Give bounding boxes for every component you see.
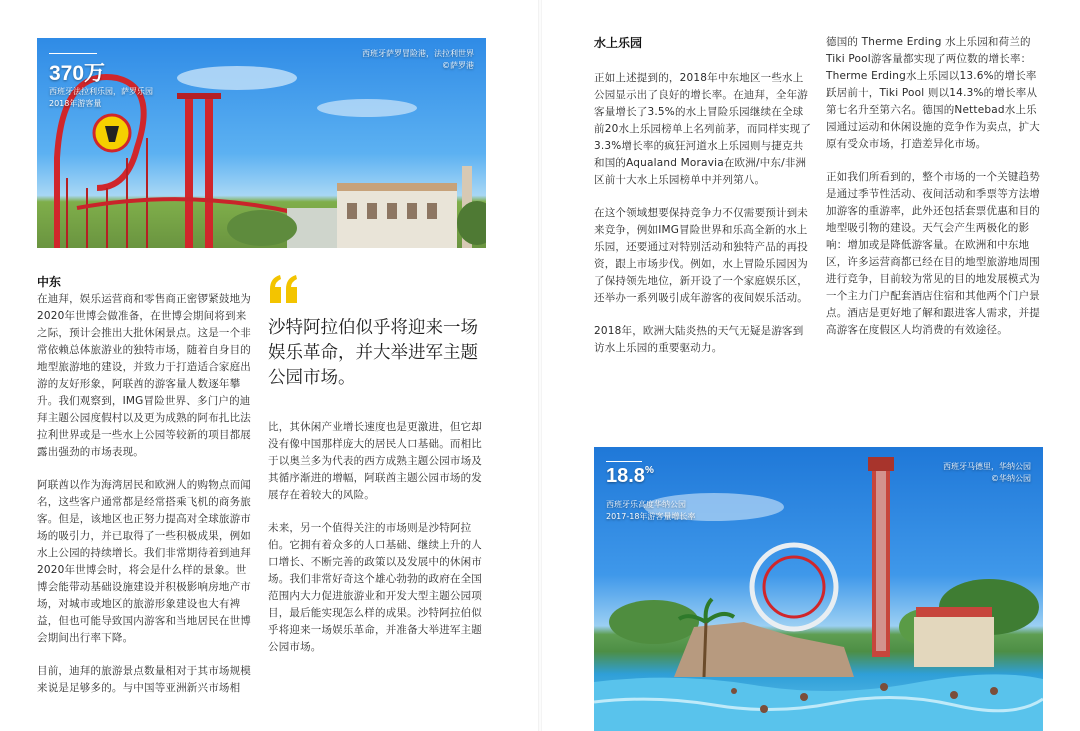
left-column-2 [268, 419, 488, 656]
left-column-1 [37, 291, 254, 697]
right-column-1 [594, 70, 812, 357]
paragraph: 未来，另一个值得关注的市场则是沙特阿拉伯。它拥有着众多的人口基础、继续上升的人口增长、不断完善的政策以及发展中的休闲市场。我们非常好奇这个雄心勃勃的政府在全国范围内大力促进旅游业和开发大型主题公园项目，最后能实现怎么样的成果。沙特阿拉伯似乎将迎来一场娱乐革命，并准备大举进军主题公园市场。 [268, 522, 482, 653]
photo-caption-1: 西班牙马德里，华纳公园 [943, 462, 1031, 471]
stat-value: 370万 [49, 62, 106, 85]
pull-quote: 沙特阿拉伯似乎将迎来一场娱乐革命，并大举进军主题公园市场。 [268, 318, 478, 388]
stat-value [606, 465, 654, 488]
paragraph: 阿联酋以作为海湾居民和欧洲人的购物点而闻名，这些客户通常都是经常搭乘飞机的商务旅客。但是，该地区也正努力提高对全球旅游市场的吸引力，并已取得了一些积极成果，例如水上公园的持续增长。我们非常期待着到迪拜2020年世博会时，将会是什么样的景象。世博会能带动基础设施建设并积极影响房地产市场，对城市或地区的旅游形象建设也大有裨益，但也可能导致国内游客和当地居民在世博会期间出行率下降。 [37, 479, 251, 644]
paragraph: 目前，迪拜的旅游景点数量相对于其市场规模来说是足够多的。与中国等亚洲新兴市场相 [37, 665, 251, 694]
paragraph: 在迪拜，娱乐运营商和零售商正密锣紧鼓地为2020年世博会做准备，在世博会期间将到来之际，预计会推出大批休闲景点。这是一个非常依赖总体旅游业的独特市场，随着自身目的地型旅游地的建设，并致力于打造适合家庭出游的友好形象，阿联酋的游客量人数逐年攀升。我们观察到，IMG冒险世界、多门户的迪拜主题公园度假村以及更为成熟的阿布扎比法拉利世界或是一些水上公园等较新的项目都展露出强劲的市场表现。 [37, 293, 251, 458]
section-title-middle-east: 中东 [37, 275, 62, 289]
paragraph: 在这个领域想要保持竞争力不仅需要预计到未来竞争，例如IMG冒险世界和乐高全新的水上乐园，还要通过对特别活动和独特产品的再投资，跟上市场步伐。例如，水上冒险乐园因为了保持领先地位，新开设了一个家庭娱乐区，还举办一系列吸引成年游客的夜间娱乐活动。 [594, 207, 808, 304]
paragraph: 正如我们所看到的，整个市场的一个关键趋势是通过季节性活动、夜间活动和季票等方法增加游客的重游率，此外还包括套票优惠和目的地型吸引物的建设。天气会产生两极化的影响：增加或是降低游客量。在欧洲和中东地区，许多运营商都已经在目的地型旅游地周围进行竞争，目前较为常见的目的地发展模式为一个主力门户配套酒店住宿和其他两个门户景点。酒店是更好地了解和跟进客人需求，并提高游客在度假区人均消费的有效途径。 [826, 171, 1040, 336]
stat-label-2: 2017-18年游客量增长率 [606, 512, 696, 521]
paragraph: 2018年，欧洲大陆炎热的天气无疑是游客到访水上乐园的重要驱动力。 [594, 325, 804, 354]
stat-unit: % [644, 465, 654, 476]
stat-number: 18.8 [606, 465, 645, 487]
stat-label-1: 西班牙乐高度华纳公园 [606, 500, 686, 509]
section-title-water-parks: 水上乐园 [594, 36, 643, 50]
paragraph: 德国的 Therme Erding 水上乐园和荷兰的 Tiki Pool游客量都实现了两位数的增长率：Therme Erding水上乐园以13.6%的增长率跃居前十，Tiki Pool 则以14.3%的增长率从第七名升至第六名。德国的Nettebad水上乐园通过运动和休闲设施的竞争作为卖点，扩大原有受众市场，打造差异化市场。 [826, 36, 1040, 150]
paragraph: 比，其休闲产业增长速度也是更激进，但它却没有像中国那样庞大的居民人口基础。而相比于以奥兰多为代表的西方成熟主题公园市场及其循序渐进的增幅，阿联酋主题公园市场的发展存在着较大的风险。 [268, 421, 482, 501]
stat-label-2: 2018年游客量 [49, 99, 102, 108]
photo-caption-1: 西班牙萨罗冒险港，法拉利世界 [362, 49, 474, 58]
stat-rule [606, 461, 642, 462]
ferrari-land-photo [37, 38, 486, 248]
quote-mark-icon [268, 275, 300, 303]
photo-caption-2: ©萨罗港 [442, 61, 474, 70]
stat-label-1: 西班牙法拉利乐园，萨罗乐园 [49, 87, 153, 96]
paragraph: 正如上述提到的，2018年中东地区一些水上公园显示出了良好的增长率。在迪拜，全年游客量增长了3.5%的水上冒险乐园继续在全球前20水上乐园榜单上名列前茅，而同样实现了3.3%增长率的疯狂河道水上乐园则与捷克共和国的Aqualand Moravia在欧洲/中东/非洲区前十大水上乐园榜单中并列第八。 [594, 72, 812, 186]
photo-caption-2: ©华纳公园 [991, 474, 1031, 483]
stat-rule [49, 53, 97, 54]
warner-park-photo [594, 447, 1043, 731]
right-column-2 [826, 34, 1046, 339]
warner-park-illustration [594, 447, 1043, 731]
